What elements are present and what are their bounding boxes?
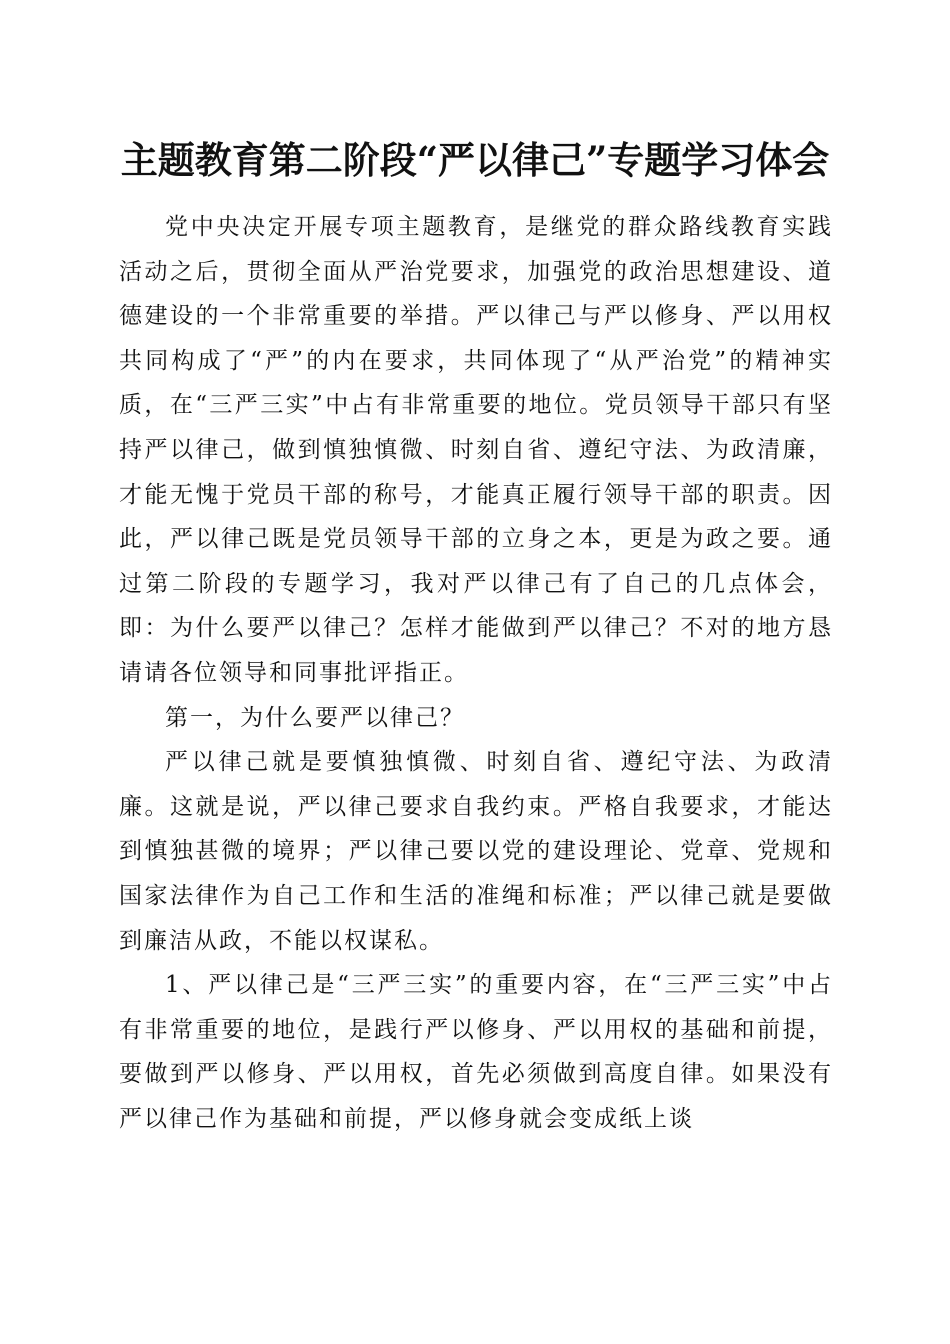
paragraph-point-1: 1、严以律己是“三严三实”的重要内容，在“三严三实”中占有非常重要的地位，是践行严以修身、严以用权的基础和前提，要做到严以修身、严以用权，首先必须做到高度自律。如果没有严以律己作为基础和前提，严以修身就会变成纸上谈 [119, 972, 833, 1132]
document-body [119, 205, 833, 1141]
section-heading-why: 第一，为什么要严以律己？ [165, 704, 465, 731]
document-title: 主题教育第二阶段“严以律己”专题学习体会 [120, 138, 830, 182]
paragraph-intro: 党中央决定开展专项主题教育，是继党的群众路线教育实践活动之后，贯彻全面从严治党要求，加强党的政治思想建设、道德建设的一个非常重要的举措。严以律己与严以修身、严以用权共同构成了“严”的内在要求，共同体现了“从严治党”的精神实质，在“三严三实”中占有非常重要的地位。党员领导干部只有坚持严以律己，做到慎独慎微、时刻自省、遵纪守法、为政清廉，才能无愧于党员干部的称号，才能真正履行领导干部的职责。因此，严以律己既是党员领导干部的立身之本，更是为政之要。通过第二阶段的专题学习，我对严以律己有了自己的几点体会，即：为什么要严以律己？怎样才能做到严以律己？不对的地方恳请请各位领导和同事批评指正。 [119, 214, 833, 686]
paragraph-definition: 严以律己就是要慎独慎微、时刻自省、遵纪守法、为政清廉。这就是说，严以律己要求自我约束。严格自我要求，才能达到慎独甚微的境界；严以律己要以党的建设理论、党章、党规和国家法律作为自己工作和生活的准绳和标准；严以律己就是要做到廉洁从政，不能以权谋私。 [119, 749, 833, 954]
